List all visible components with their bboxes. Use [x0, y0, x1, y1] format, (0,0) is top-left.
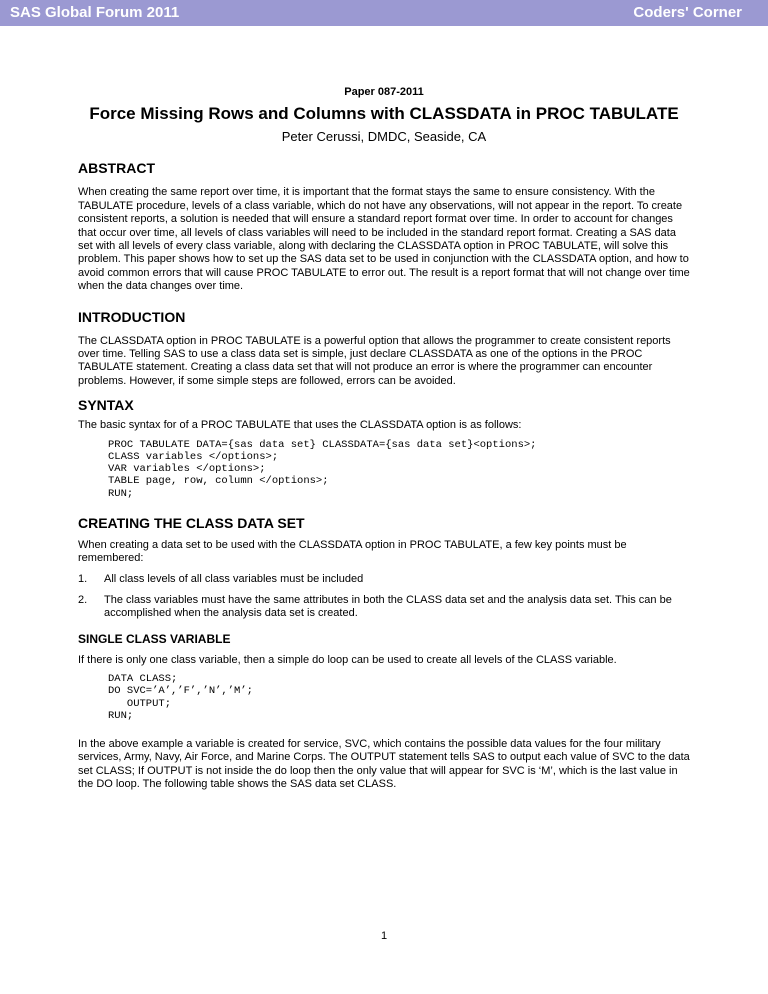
- class-data-text: When creating a data set to be used with the CLASSDATA option in PROC TABULATE, a few key points must be remembered:: [78, 538, 627, 565]
- paper-number: Paper 087-2011: [344, 86, 424, 98]
- introduction-heading: INTRODUCTION: [78, 308, 186, 325]
- abstract-heading: ABSTRACT: [78, 160, 155, 177]
- page-number: 1: [380, 930, 388, 942]
- introduction-text: The CLASSDATA option in PROC TABULATE is a powerful option that allows the programmer to create consistent reports over time. Telling SAS to use a class data set is simple, just declare CLASSDATA as one of the options in the PROC TABULATE statement. Creating a class data set that will not produce an error is where the programmer can encounter problems. However, if some simple steps are followed, errors can be avoided.: [78, 334, 671, 387]
- single-class-heading: SINGLE CLASS VARIABLE: [78, 631, 231, 646]
- header-bar: [0, 0, 768, 26]
- conference-name: SAS Global Forum 2011: [10, 4, 180, 21]
- paper-title: Force Missing Rows and Columns with CLASSDATA in PROC TABULATE: [89, 104, 679, 124]
- list-text: The class variables must have the same attributes in both the CLASS data set and the analysis data set. This can be accomplished when the analysis data set is created.: [104, 593, 672, 620]
- list-item: [78, 594, 690, 621]
- list-text: All class levels of all class variables must be included: [104, 572, 364, 585]
- list-number: 1.: [78, 572, 88, 585]
- paper-body: [78, 86, 690, 792]
- single-class-code: DATA CLASS; DO SVC=’A’,’F’,’N’,’M’; OUTPUT; RUN;: [108, 673, 253, 722]
- list-number: 2.: [78, 593, 88, 606]
- key-points-list: [78, 573, 690, 621]
- list-item: [78, 573, 690, 586]
- syntax-code: PROC TABULATE DATA={sas data set} CLASSDATA={sas data set}<options>; CLASS variables </options>; VAR variables </options>; TABLE page, row, column </options>; RUN;: [108, 438, 537, 500]
- single-class-text: If there is only one class variable, then a simple do loop can be used to create all levels of the CLASS variable.: [78, 653, 617, 666]
- author-line: Peter Cerussi, DMDC, Seaside, CA: [281, 129, 487, 145]
- single-class-explanation: In the above example a variable is created for service, SVC, which contains the possible data values for the four military services, Army, Navy, Air Force, and Marine Corps. The OUTPUT statement tells SAS to output each value of SVC to the data set CLASS; If OUTPUT is not inside the do loop then the only value that will appear for SVC is ‘M’, which is the last value in the DO loop. The following table shows the SAS data set CLASS.: [78, 737, 690, 791]
- syntax-heading: SYNTAX: [78, 397, 134, 414]
- abstract-text: When creating the same report over time, it is important that the format stays the same to ensure consistency. With the TABULATE procedure, levels of a class variable, which do not have any observations, will not appear in the report. To create consistent reports, a solution is needed that will ensure a standard report format over time. In order to account for changes that occur over time, all levels of class variables will need to be included in the standard report format. Creating a SAS data set with all levels of every class variable, along with declaring the CLASSDATA option in PROC TABULATE, will solve this problem. This paper shows how to set up the SAS data set to be used in conjunction with the CLASSDATA option, and how to avoid common errors that will cause PROC TABULATE to error out. The result is a report format that will not change over time when the data changes over time.: [78, 186, 690, 293]
- syntax-text: The basic syntax for of a PROC TABULATE that uses the CLASSDATA option is as follows:: [78, 419, 522, 432]
- class-data-heading: CREATING THE CLASS DATA SET: [78, 514, 305, 531]
- section-name: Coders' Corner: [633, 4, 742, 21]
